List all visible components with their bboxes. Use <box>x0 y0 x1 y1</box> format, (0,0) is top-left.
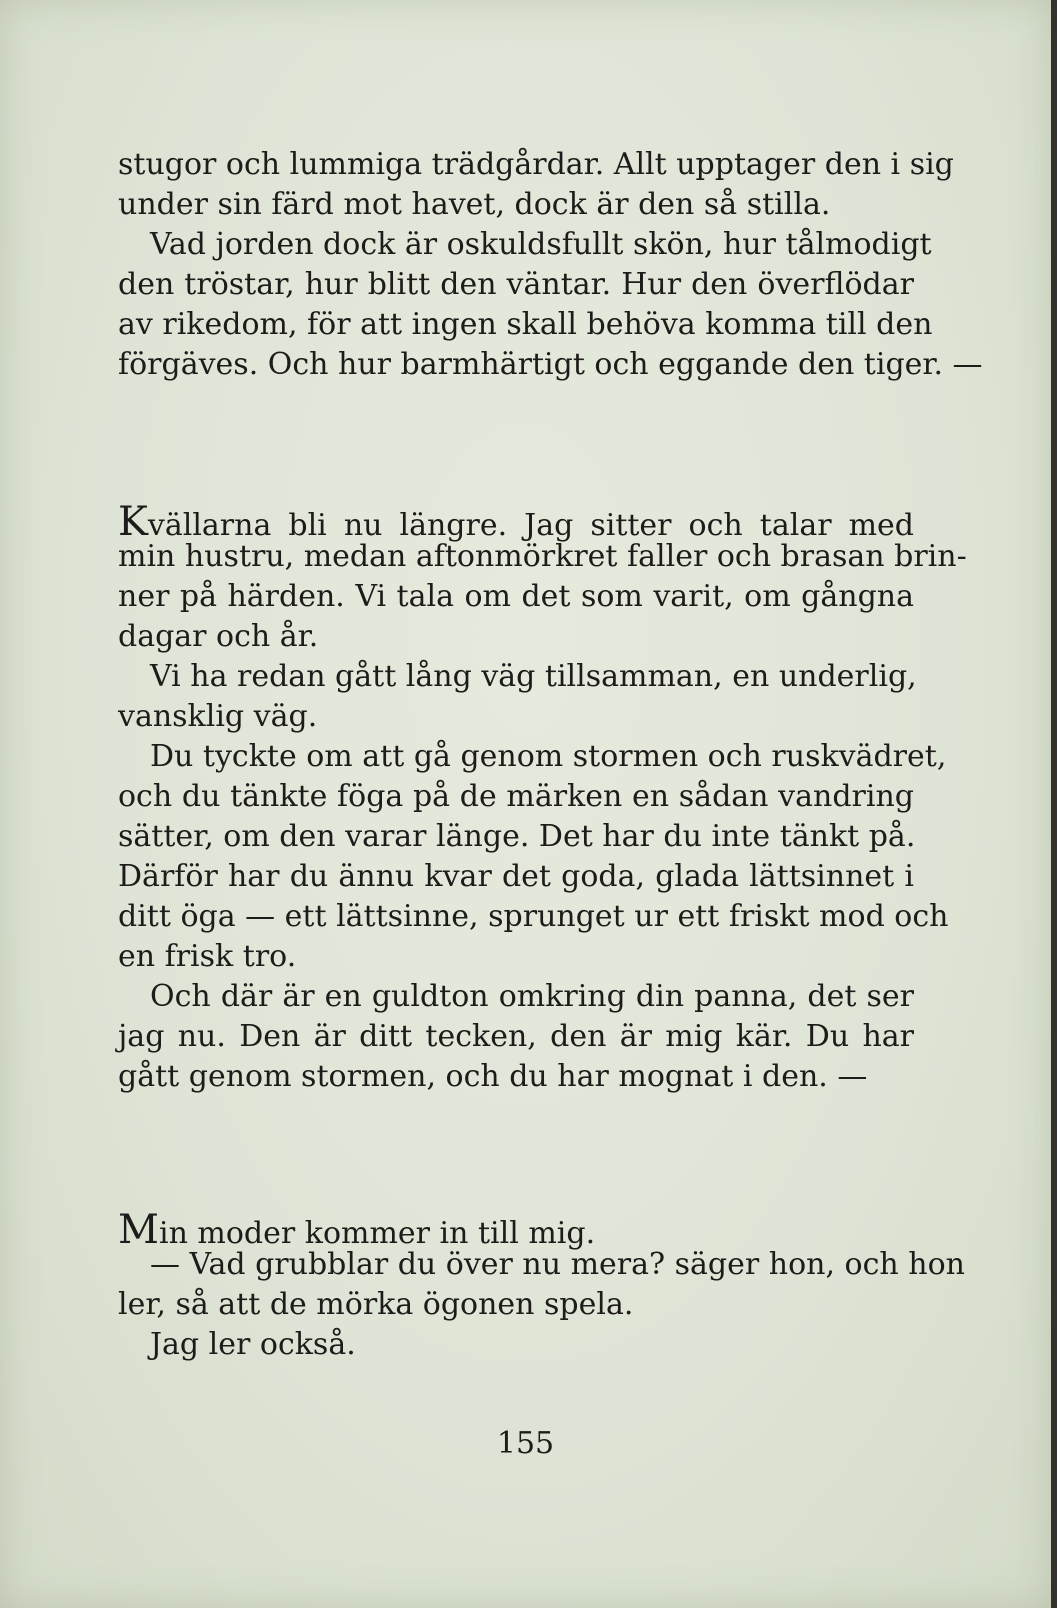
text-line: stugor och lummiga trädgårdar. Allt upptager den i sig <box>118 147 954 182</box>
text-line: Vi ha redan gått lång väg tillsamman, en underlig, <box>150 659 917 694</box>
text-line <box>118 499 914 545</box>
text-line: dagar och år. <box>118 619 319 654</box>
page-number: 155 <box>496 1426 555 1461</box>
text-line: förgäves. Och hur barmhärtigt och eggande den tiger. — <box>118 347 983 382</box>
text-line: ner på härden. Vi tala om det som varit, om gångna <box>118 579 914 614</box>
text-line-rest: in moder kommer in till mig. <box>158 1216 596 1251</box>
text-line: den tröstar, hur blitt den väntar. Hur den överflödar <box>118 267 914 302</box>
text-line: — Vad grubblar du över nu mera? säger hon, och hon <box>150 1247 965 1282</box>
text-line: Och där är en guldton omkring din panna, det ser <box>150 979 914 1014</box>
text-line: ditt öga — ett lättsinne, sprunget ur ett friskt mod och <box>118 899 949 934</box>
text-line-rest: vällarna bli nu längre. Jag sitter och talar med <box>147 508 914 543</box>
text-line: en frisk tro. <box>118 939 297 974</box>
text-line: Därför har du ännu kvar det goda, glada lättsinnet i <box>118 859 914 894</box>
text-line: Jag ler också. <box>150 1327 356 1362</box>
initial-letter: M <box>118 1207 159 1253</box>
text-line: ler, så att de mörka ögonen spela. <box>118 1287 634 1322</box>
text-line <box>118 1207 596 1253</box>
text-line: Vad jorden dock är oskuldsfullt skön, hur tålmodigt <box>150 227 932 262</box>
text-line: Du tyckte om att gå genom stormen och ruskvädret, <box>150 739 947 774</box>
text-line: gått genom stormen, och du har mognat i den. — <box>118 1059 868 1094</box>
text-line: vansklig väg. <box>118 699 318 734</box>
initial-letter: K <box>118 499 148 545</box>
text-line: min hustru, medan aftonmörkret faller och brasan brin- <box>118 539 967 574</box>
text-line: jag nu. Den är ditt tecken, den är mig kär. Du har <box>118 1019 914 1054</box>
text-line: under sin färd mot havet, dock är den så stilla. <box>118 187 831 222</box>
text-line: och du tänkte föga på de märken en sådan vandring <box>118 779 914 814</box>
text-line: sätter, om den varar länge. Det har du inte tänkt på. <box>118 819 916 854</box>
page-edge <box>1051 0 1057 1608</box>
text-line: av rikedom, för att ingen skall behöva komma till den <box>118 307 933 342</box>
